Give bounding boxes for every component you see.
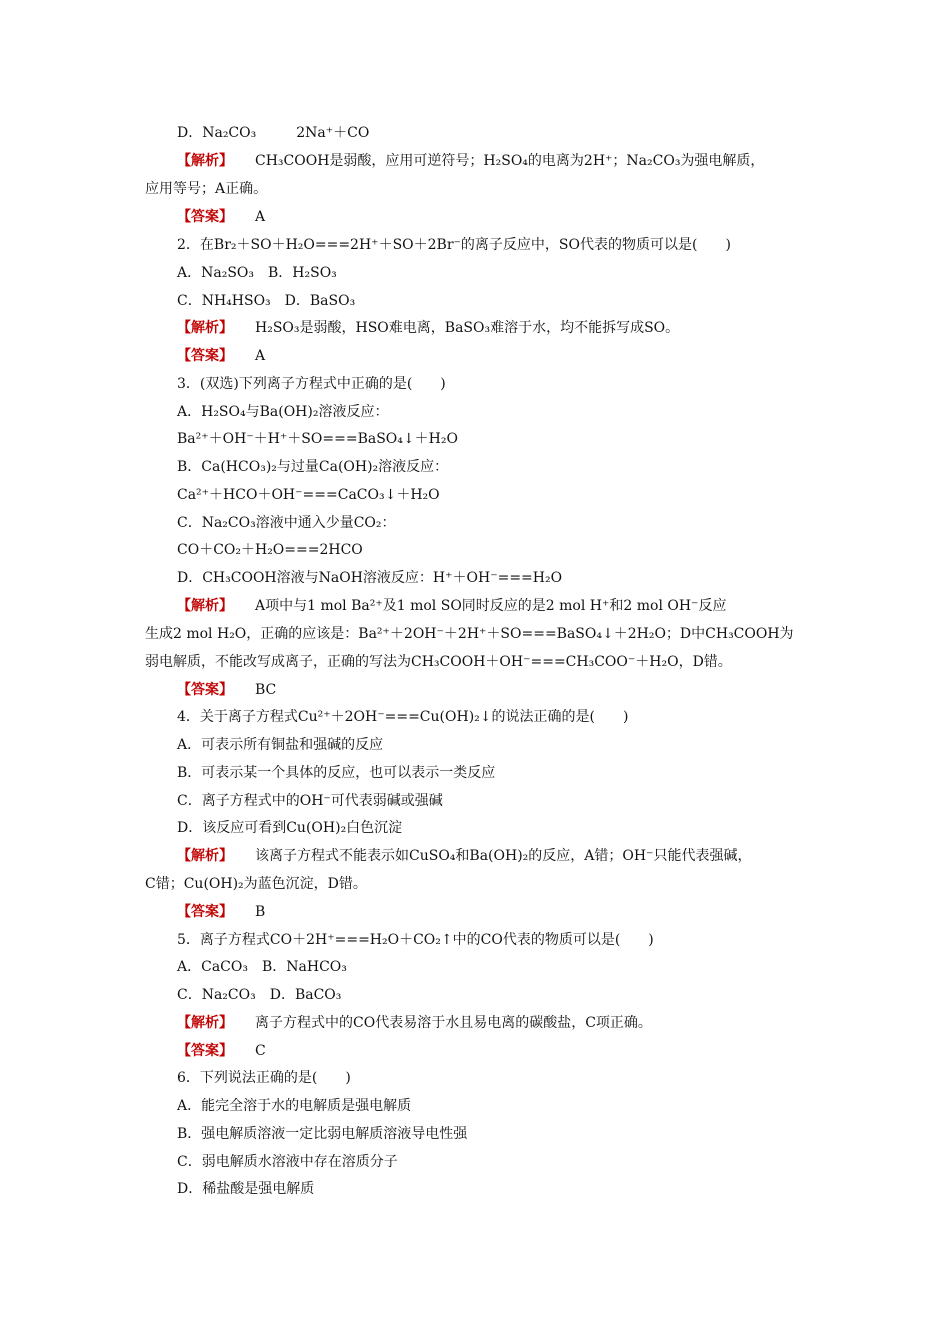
q5-answer [177,1042,266,1060]
q2-analysis [177,319,679,337]
q3-analysis-cont-1: 生成2 mol H₂O，正确的应该是：Ba²⁺＋2OH⁻＋2H⁺＋SO===BaSO₄↓＋2H₂O；D中CH₃COOH为 [145,626,794,642]
q4-stem: 4．关于离子方程式Cu²⁺＋2OH⁻===Cu(OH)₂↓的说法正确的是( ) [177,709,629,725]
q4-answer [177,903,265,921]
q4-option-c: C．离子方程式中的OH⁻可代表弱碱或强碱 [177,793,443,809]
q5-options-ab: A．CaCO₃ B．NaHCO₃ [177,959,347,975]
q1-analysis-text: CH₃COOH是弱酸，应用可逆符号；H₂SO₄的电离为2H⁺；Na₂CO₃为强电解质， [255,153,765,169]
answer-tag: 【答案】 [177,682,233,698]
q3-option-d: D．CH₃COOH溶液与NaOH溶液反应：H⁺＋OH⁻===H₂O [177,570,563,586]
q4-answer-value: B [255,904,266,920]
analysis-tag: 【解析】 [177,848,233,864]
q1-option-d-label: D．Na₂CO₃ [177,125,257,141]
q4-option-b: B．可表示某一个具体的反应，也可以表示一类反应 [177,765,496,781]
q3-analysis-cont-2: 弱电解质，不能改写成离子，正确的写法为CH₃COOH＋OH⁻===CH₃COO⁻＋H₂O，D错。 [145,654,732,670]
q3-answer [177,681,276,699]
q1-answer-value: A [255,209,266,225]
q4-option-d: D．该反应可看到Cu(OH)₂白色沉淀 [177,820,403,836]
q3-option-c: C．Na₂CO₃溶液中通入少量CO₂： [177,515,396,531]
q3-option-b: B．Ca(HCO₃)₂与过量Ca(OH)₂溶液反应： [177,459,449,475]
q3-analysis-text: A项中与1 mol Ba²⁺及1 mol SO同时反应的是2 mol H⁺和2 mol OH⁻反应 [255,598,727,614]
q5-stem: 5．离子方程式CO＋2H⁺===H₂O＋CO₂↑中的CO代表的物质可以是( ) [177,932,654,948]
q2-options-ab: A．Na₂SO₃ B．H₂SO₃ [177,265,337,281]
q3-stem: 3．(双选)下列离子方程式中正确的是( ) [177,376,446,392]
q3-option-c-equation: CO＋CO₂＋H₂O===2HCO [177,542,363,558]
analysis-tag: 【解析】 [177,153,233,169]
analysis-tag: 【解析】 [177,1015,233,1031]
analysis-tag: 【解析】 [177,598,233,614]
analysis-tag: 【解析】 [177,320,233,336]
q1-analysis-cont: 应用等号；A正确。 [145,181,268,197]
q1-option-d-equation: 2Na⁺＋CO [296,125,370,141]
answer-tag: 【答案】 [177,209,233,225]
q6-option-a: A．能完全溶于水的电解质是强电解质 [177,1098,412,1114]
q3-option-a: A．H₂SO₄与Ba(OH)₂溶液反应： [177,404,389,420]
q2-stem: 2．在Br₂＋SO＋H₂O===2H⁺＋SO＋2Br⁻的离子反应中，SO代表的物质可以是( ) [177,237,731,253]
q1-answer [177,208,265,226]
q1-analysis [177,152,764,170]
answer-tag: 【答案】 [177,904,233,920]
q5-answer-value: C [255,1043,266,1059]
q6-option-d: D．稀盐酸是强电解质 [177,1181,315,1197]
q4-analysis-cont: C错；Cu(OH)₂为蓝色沉淀，D错。 [145,876,367,892]
answer-tag: 【答案】 [177,348,233,364]
q4-analysis-text: 该离子方程式不能表示如CuSO₄和Ba(OH)₂的反应，A错；OH⁻只能代表强碱， [255,848,752,864]
q5-options-cd: C．Na₂CO₃ D．BaCO₃ [177,987,342,1003]
q5-analysis [177,1014,652,1032]
q4-option-a: A．可表示所有铜盐和强碱的反应 [177,737,384,753]
q6-stem: 6．下列说法正确的是( ) [177,1070,351,1086]
q2-answer-value: A [255,348,266,364]
q4-analysis [177,847,751,865]
q3-answer-value: BC [255,682,277,698]
q6-option-c: C．弱电解质水溶液中存在溶质分子 [177,1154,398,1170]
q2-options-cd: C．NH₄HSO₃ D．BaSO₃ [177,293,356,309]
q5-analysis-text: 离子方程式中的CO代表易溶于水且易电离的碳酸盐，C项正确。 [255,1015,652,1031]
q2-analysis-text: H₂SO₃是弱酸，HSO难电离，BaSO₃难溶于水，均不能拆写成SO。 [255,320,680,336]
q3-analysis [177,597,726,615]
answer-tag: 【答案】 [177,1043,233,1059]
q2-answer [177,347,265,365]
q3-option-a-equation: Ba²⁺＋OH⁻＋H⁺＋SO===BaSO₄↓＋H₂O [177,431,458,447]
q6-option-b: B．强电解质溶液一定比弱电解质溶液导电性强 [177,1126,468,1142]
q3-option-b-equation: Ca²⁺＋HCO＋OH⁻===CaCO₃↓＋H₂O [177,487,440,503]
q1-option-d [177,124,369,142]
